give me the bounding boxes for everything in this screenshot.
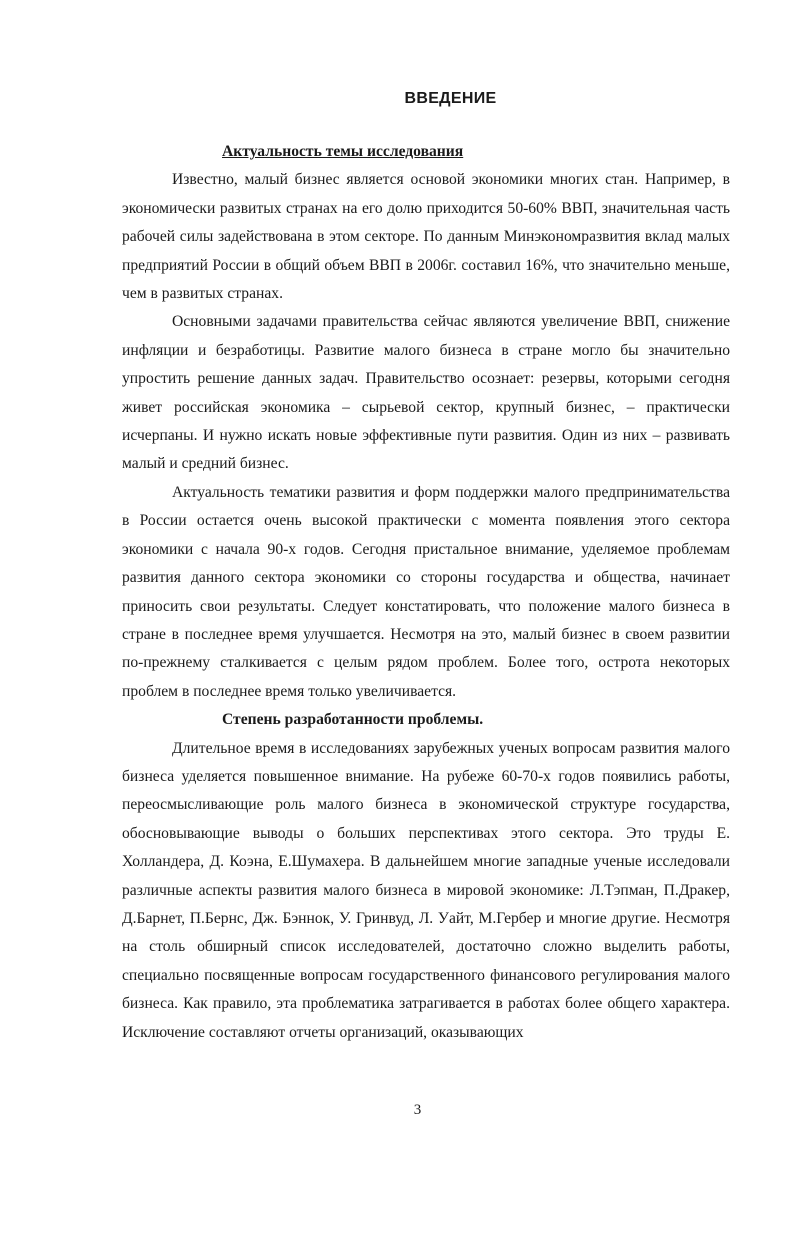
body-text <box>122 138 730 1047</box>
paragraph: Основными задачами правительства сейчас являются увеличение ВВП, снижение инфляции и безработицы. Развитие малого бизнеса в стране могло бы значительно упростить решение данных задач. Правительство осознает: резервы, которыми сегодня живет российская экономика – сырьевой сектор, крупный бизнес, – практически исчерпаны. И нужно искать новые эффективные пути развития. Один из них – развивать малый и средний бизнес. <box>122 313 730 473</box>
page-title: ВВЕДЕНИЕ <box>404 90 497 107</box>
section-heading-relevance: Актуальность темы исследования <box>222 143 464 160</box>
section-heading-development: Степень разработанности проблемы. <box>222 711 484 729</box>
paragraph: Известно, малый бизнес является основой экономики многих стан. Например, в экономически развитых странах на его долю приходится 50-60% ВВП, значительная часть рабочей силы задействована в этом секторе. По данным Минэкономразвития вклад малых предприятий России в общий объем ВВП в 2006г. составил 16%, что значительно меньше, чем в развитых странах. <box>122 171 730 303</box>
paragraph: Длительное время в исследованиях зарубежных ученых вопросам развития малого бизнеса уделяется повышенное внимание. На рубеже 60-70-х годов появились работы, переосмысливающие роль малого бизнеса в экономической структуре государства, обосновывающие выводы о больших перспективах этого сектора. Это труды Е. Холландера, Д. Коэна, Е.Шумахера. В дальнейшем многие западные ученые исследовали различные аспекты развития малого бизнеса в мировой экономике: Л.Тэпман, П.Дракер, Д.Барнет, П.Бернс, Дж. Бэннок, У. Гринвуд, Л. Уайт, М.Гербер и многие другие. Несмотря на столь обширный список исследователей, достаточно сложно выделить работы, специально посвященные вопросам государственного финансового регулирования малого бизнеса. Как правило, эта проблематика затрагивается в работах более общего характера. Исключение составляют отчеты организаций, оказывающих <box>122 739 730 1041</box>
page-number: 3 <box>413 1102 422 1118</box>
paragraph: Актуальность тематики развития и форм поддержки малого предпринимательства в России остается очень высокой практически с момента появления этого сектора экономики с начала 90-х годов. Сегодня пристальное внимание, уделяемое проблемам развития данного сектора экономики со стороны государства и общества, начинает приносить свои результаты. Следует констатировать, что положение малого бизнеса в стране в последнее время улучшается. Несмотря на это, малый бизнес в своем развитии по-прежнему сталкивается с целым рядом проблем. Более того, острота некоторых проблем в последнее время только увеличивается. <box>122 483 730 700</box>
